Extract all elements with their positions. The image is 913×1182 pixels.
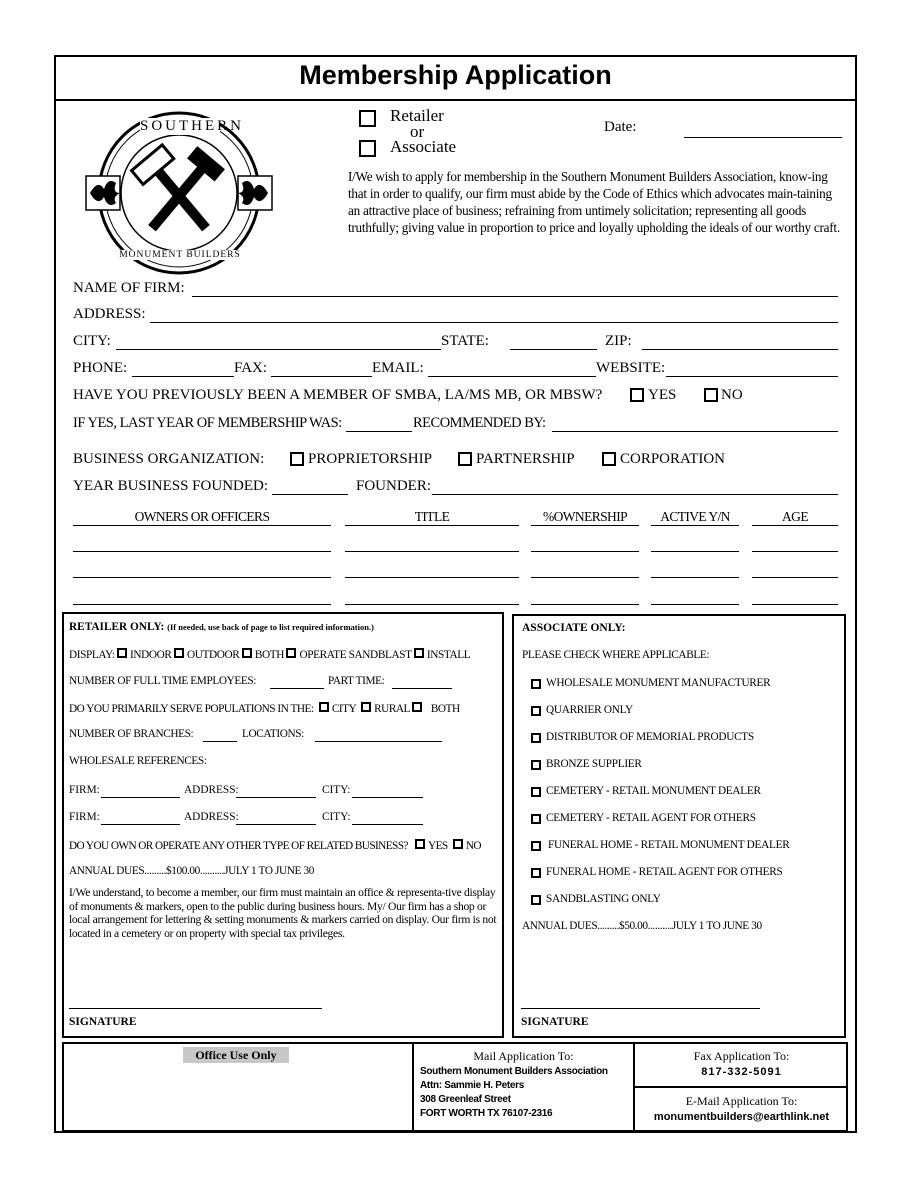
associate-annual-dues: ANNUAL DUES.........$50.00..........JULY 1 TO JUNE 30 xyxy=(522,920,762,932)
ref-city-label: CITY: xyxy=(322,784,351,796)
population-city-label: CITY xyxy=(331,703,356,715)
owner-ownership-field[interactable] xyxy=(531,551,639,552)
fax-label: FAX: xyxy=(234,360,268,376)
mail-org: Southern Monument Builders Association xyxy=(420,1066,608,1077)
city-field[interactable] xyxy=(116,349,441,350)
population-both-checkbox[interactable] xyxy=(412,702,422,712)
fax-field[interactable] xyxy=(271,376,372,377)
retailer-heading-note: (If needed, use back of page to list required information.) xyxy=(167,622,374,632)
founder-field[interactable] xyxy=(432,494,838,495)
ref-address-field[interactable] xyxy=(236,824,316,825)
population-rural-checkbox[interactable] xyxy=(361,702,371,712)
associate-option-label: FUNERAL HOME - RETAIL AGENT FOR OTHERS xyxy=(546,866,783,878)
ref-city-field[interactable] xyxy=(352,797,423,798)
wholesale-references-label: WHOLESALE REFERENCES: xyxy=(69,755,207,767)
partnership-label: PARTNERSHIP xyxy=(476,451,575,467)
zip-field[interactable] xyxy=(642,349,838,350)
association-logo xyxy=(84,108,274,278)
display-indoor-label: INDOOR xyxy=(130,649,172,661)
associate-option-label: CEMETERY - RETAIL AGENT FOR OTHERS xyxy=(546,812,756,824)
email-label: E-Mail Application To: xyxy=(685,1094,798,1108)
retailer-signature-line[interactable] xyxy=(69,1008,322,1009)
other-business-label: DO YOU OWN OR OPERATE ANY OTHER TYPE OF RELATED BUSINESS? xyxy=(69,840,408,852)
corporation-label: CORPORATION xyxy=(620,451,726,467)
associate-option-label: QUARRIER ONLY xyxy=(546,704,633,716)
logo-text-bottom: MONUMENT BUILDERS xyxy=(119,250,241,260)
retailer-statement: I/We understand, to become a member, our firm must maintain an office & representa-tive display of monuments & markers, open to the public during business hours. My/ Our firm has a shop or local arrangement for lettering & setting monuments & markers carried on display. Our firm is not located in a cemetery or on property with special tax privileges. xyxy=(69,886,497,940)
associate-signature-label: SIGNATURE xyxy=(521,1016,589,1028)
display-indoor-checkbox[interactable] xyxy=(117,648,127,658)
associate-label: Associate xyxy=(390,137,457,156)
age-col-line xyxy=(752,525,838,526)
retailer-heading xyxy=(69,621,374,633)
state-field[interactable] xyxy=(510,349,597,350)
zip-label: ZIP: xyxy=(605,333,632,349)
address-field[interactable] xyxy=(150,322,838,323)
ref-firm-field[interactable] xyxy=(101,797,180,798)
mail-attn: Attn: Sammie H. Peters xyxy=(420,1080,524,1091)
other-business-yes-checkbox[interactable] xyxy=(415,839,425,849)
retailer-annual-dues: ANNUAL DUES.........$100.00..........JULY 1 TO JUNE 30 xyxy=(69,865,314,877)
ref-city-field[interactable] xyxy=(352,824,423,825)
retailer-signature-label: SIGNATURE xyxy=(69,1016,137,1028)
ownership-col-line xyxy=(531,525,639,526)
associate-option-checkbox[interactable] xyxy=(531,841,541,851)
part-time-label: PART TIME: xyxy=(328,675,385,687)
associate-option-checkbox[interactable] xyxy=(531,733,541,743)
owner-title-field[interactable] xyxy=(345,604,519,605)
city-label: CITY: xyxy=(73,333,111,349)
part-time-field[interactable] xyxy=(392,688,452,689)
ref-firm-label: FIRM: xyxy=(69,784,100,796)
locations-field[interactable] xyxy=(315,741,442,742)
date-field[interactable] xyxy=(684,137,842,138)
email-label: EMAIL: xyxy=(372,360,424,376)
associate-option-label: SANDBLASTING ONLY xyxy=(546,893,661,905)
office-use-badge: Office Use Only xyxy=(183,1047,289,1063)
other-business-no-checkbox[interactable] xyxy=(453,839,463,849)
associate-signature-line[interactable] xyxy=(521,1008,760,1009)
ref-address-label: ADDRESS: xyxy=(184,811,239,823)
population-city-checkbox[interactable] xyxy=(319,702,329,712)
owner-active-field[interactable] xyxy=(651,577,739,578)
business-org-label: BUSINESS ORGANIZATION: xyxy=(73,451,265,467)
owner-age-field[interactable] xyxy=(752,577,838,578)
associate-checkbox[interactable] xyxy=(359,140,376,157)
state-label: STATE: xyxy=(441,333,489,349)
logo-text-top: SOUTHERN xyxy=(140,118,245,134)
owner-name-field[interactable] xyxy=(73,604,331,605)
population-rural-label: RURAL xyxy=(374,703,410,715)
associate-option-label: FUNERAL HOME - RETAIL MONUMENT DEALER xyxy=(548,839,790,851)
owner-ownership-field[interactable] xyxy=(531,604,639,605)
year-founded-label: YEAR BUSINESS FOUNDED: xyxy=(73,478,269,494)
display-install-label: INSTALL xyxy=(426,649,471,661)
owner-name-field[interactable] xyxy=(73,577,331,578)
previous-member-no-label: NO xyxy=(721,387,743,403)
ref-firm-label: FIRM: xyxy=(69,811,100,823)
associate-option-label: WHOLESALE MONUMENT MANUFACTURER xyxy=(546,677,771,689)
previous-member-yes-checkbox[interactable] xyxy=(630,388,644,402)
active-col-line xyxy=(651,525,739,526)
owner-name-field[interactable] xyxy=(73,551,331,552)
owner-age-field[interactable] xyxy=(752,551,838,552)
associate-option-label: DISTRIBUTOR OF MEMORIAL PRODUCTS xyxy=(546,731,754,743)
fax-label: Fax Application To: xyxy=(693,1049,790,1063)
owner-age-field[interactable] xyxy=(752,604,838,605)
full-time-field[interactable] xyxy=(270,688,324,689)
retailer-checkbox[interactable] xyxy=(359,110,376,127)
website-label: WEBSITE: xyxy=(596,360,666,376)
recommended-by-field[interactable] xyxy=(552,431,838,432)
associate-option-label: BRONZE SUPPLIER xyxy=(546,758,642,770)
display-both-label: BOTH xyxy=(254,649,285,661)
mail-label: Mail Application To: xyxy=(473,1049,574,1063)
website-field[interactable] xyxy=(666,376,838,377)
associate-option-checkbox[interactable] xyxy=(531,706,541,716)
retailer-heading-label: RETAILER ONLY: xyxy=(69,621,165,633)
associate-option-label: CEMETERY - RETAIL MONUMENT DEALER xyxy=(546,785,761,797)
display-sandblast-label: OPERATE SANDBLAST xyxy=(299,649,412,661)
previous-member-yes-label: YES xyxy=(648,387,677,403)
branches-label: NUMBER OF BRANCHES: xyxy=(69,728,194,740)
full-time-label: NUMBER OF FULL TIME EMPLOYEES: xyxy=(69,675,256,687)
owner-active-field[interactable] xyxy=(651,604,739,605)
owners-col-line xyxy=(73,525,331,526)
owner-title-field[interactable] xyxy=(345,551,519,552)
display-install-checkbox[interactable] xyxy=(414,648,424,658)
display-outdoor-checkbox[interactable] xyxy=(174,648,184,658)
name-of-firm-field[interactable] xyxy=(192,296,838,297)
associate-option-checkbox[interactable] xyxy=(531,787,541,797)
display-label: DISPLAY: xyxy=(69,649,115,661)
associate-option-checkbox[interactable] xyxy=(531,868,541,878)
other-business-no-label: NO xyxy=(465,840,481,852)
display-sandblast-checkbox[interactable] xyxy=(286,648,296,658)
age-header: AGE xyxy=(782,509,808,524)
display-outdoor-label: OUTDOOR xyxy=(186,649,240,661)
locations-label: LOCATIONS: xyxy=(242,728,304,740)
populations-label: DO YOU PRIMARILY SERVE POPULATIONS IN THE: xyxy=(69,703,314,715)
corporation-checkbox[interactable] xyxy=(602,452,616,466)
title-bar xyxy=(54,55,857,101)
previous-member-no-checkbox[interactable] xyxy=(704,388,718,402)
owner-ownership-field[interactable] xyxy=(531,577,639,578)
previous-member-question: HAVE YOU PREVIOUSLY BEEN A MEMBER OF SMBA, LA/MS MB, OR MBSW? xyxy=(73,387,603,403)
associate-option-checkbox[interactable] xyxy=(531,679,541,689)
display-row xyxy=(69,648,470,661)
email-address: monumentbuilders@earthlink.net xyxy=(653,1111,830,1123)
founder-label: FOUNDER: xyxy=(356,478,432,494)
title-header: TITLE xyxy=(414,509,450,524)
owner-title-field[interactable] xyxy=(345,577,519,578)
footer-divider-3 xyxy=(633,1086,848,1088)
associate-heading: ASSOCIATE ONLY: xyxy=(522,622,626,634)
intro-paragraph: I/We wish to apply for membership in the Southern Monument Builders Association, know-ing that in order to qualify, our firm must abide by the Code of Ethics which advocates main-taining an attractive place of business; refraining from untimely solicitation; representing all goods truthfully; giving value in proportion to price and loyally upholding the ideals of our worthy craft. xyxy=(348,169,840,235)
mail-street: 308 Greenleaf Street xyxy=(420,1094,511,1105)
owners-header: OWNERS OR OFFICERS xyxy=(134,509,270,524)
owner-active-field[interactable] xyxy=(651,551,739,552)
proprietorship-label: PROPRIETORSHIP xyxy=(308,451,432,467)
phone-field[interactable] xyxy=(132,376,234,377)
other-business-row xyxy=(69,839,481,852)
email-field[interactable] xyxy=(428,376,596,377)
or-label: or xyxy=(410,122,425,141)
ownership-header: %OWNERSHIP xyxy=(543,509,627,524)
ref-address-field[interactable] xyxy=(236,797,316,798)
last-year-label: IF YES, LAST YEAR OF MEMBERSHIP WAS: xyxy=(73,415,342,431)
proprietorship-checkbox[interactable] xyxy=(290,452,304,466)
mail-city: FORT WORTH TX 76107-2316 xyxy=(420,1108,553,1119)
associate-option-checkbox[interactable] xyxy=(531,895,541,905)
other-business-yes-label: YES xyxy=(428,840,448,852)
active-header: ACTIVE Y/N xyxy=(660,509,730,524)
name-of-firm-label: NAME OF FIRM: xyxy=(73,280,185,296)
partnership-checkbox[interactable] xyxy=(458,452,472,466)
population-both-label: BOTH xyxy=(430,703,460,715)
retailer-label: Retailer xyxy=(390,106,444,125)
phone-label: PHONE: xyxy=(73,360,128,376)
fax-number: 817-332-5091 xyxy=(701,1066,782,1078)
page-title: Membership Application xyxy=(299,60,612,90)
populations-row xyxy=(69,702,460,715)
title-col-line xyxy=(345,525,519,526)
ref-firm-field[interactable] xyxy=(101,824,180,825)
recommended-by-label: RECOMMENDED BY: xyxy=(413,415,546,431)
address-label: ADDRESS: xyxy=(73,306,146,322)
associate-option-checkbox[interactable] xyxy=(531,760,541,770)
display-both-checkbox[interactable] xyxy=(242,648,252,658)
last-year-field[interactable] xyxy=(346,431,412,432)
year-founded-field[interactable] xyxy=(272,494,348,495)
branches-field[interactable] xyxy=(203,741,237,742)
ref-address-label: ADDRESS: xyxy=(184,784,239,796)
associate-option-checkbox[interactable] xyxy=(531,814,541,824)
date-label: Date: xyxy=(604,119,637,135)
associate-instruction: PLEASE CHECK WHERE APPLICABLE: xyxy=(522,649,710,661)
ref-city-label: CITY: xyxy=(322,811,351,823)
